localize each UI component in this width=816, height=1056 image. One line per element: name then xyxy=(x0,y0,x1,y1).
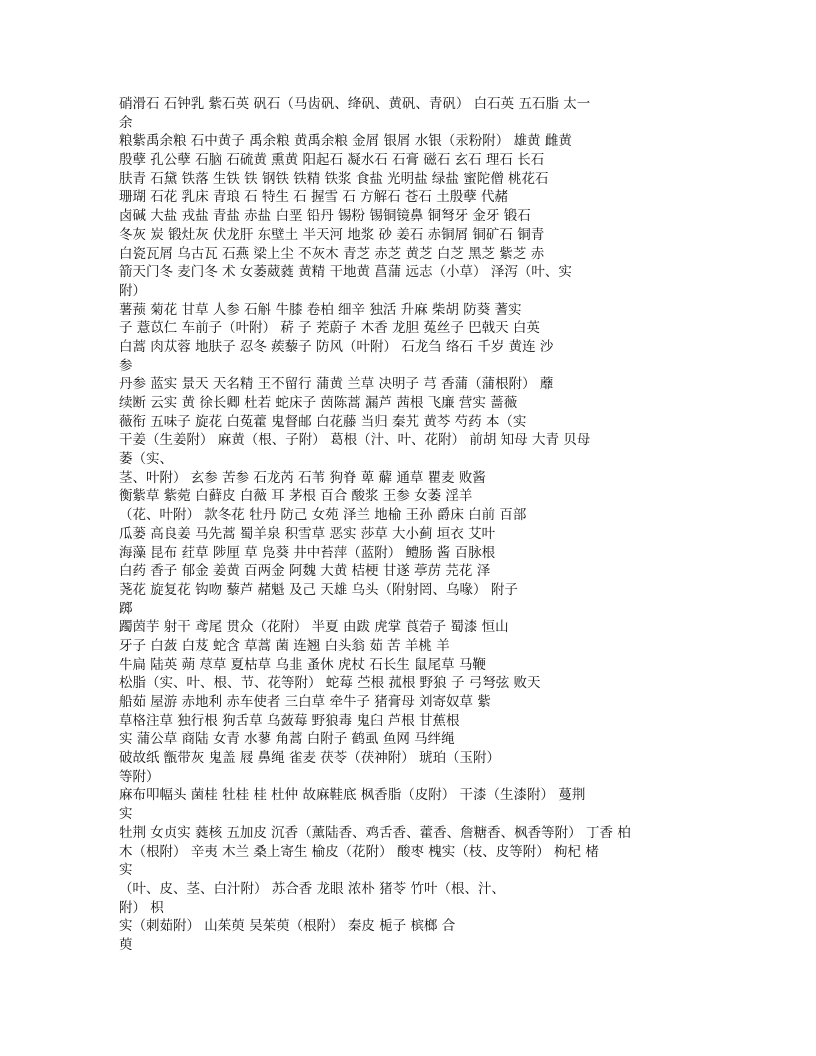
text-line: 瓜蒌 高良姜 马先蒿 蜀羊泉 积雪草 恶实 莎草 大小蓟 垣衣 艾叶 xyxy=(119,525,496,542)
text-line: （叶、皮、茎、白汁附） 苏合香 龙眼 浓朴 猪苓 竹叶（根、汁、 xyxy=(119,880,505,897)
text-line: 丹参 蓝实 景天 天名精 王不留行 蒲黄 兰草 决明子 芎 香蒲（蒲根附） 蘼 xyxy=(119,376,554,393)
text-line: 实 xyxy=(119,806,133,823)
text-line: 海藻 昆布 荭草 陟厘 草 凫葵 井中苔萍（蓝附） 鳢肠 酱 百脉根 xyxy=(119,544,496,561)
document-body xyxy=(119,95,739,955)
text-line: 白瓷瓦屑 乌古瓦 石燕 梁上尘 不灰木 青芝 赤芝 黄芝 白芝 黑芝 紫芝 赤 xyxy=(119,245,545,262)
text-line: 萎（实、 xyxy=(119,451,173,468)
text-line: 松脂（实、叶、根、节、花等附） 蛇莓 苎根 菰根 野狼 子 弓弩弦 败天 xyxy=(119,675,541,692)
text-line: 薇衔 五味子 旋花 白菟藿 鬼督邮 白花藤 当归 秦艽 黄芩 芍药 本（实 xyxy=(119,413,527,430)
text-line: 附） xyxy=(119,282,146,299)
text-line: 茎、叶附） 玄参 苦参 石龙芮 石苇 狗脊 萆 薢 通草 瞿麦 败酱 xyxy=(119,469,486,486)
text-line: 木（根附） 辛夷 木兰 桑上寄生 榆皮（花附） 酸枣 槐实（枝、皮等附） 枸杞 楮 xyxy=(119,843,599,860)
text-line: 破故纸 甑带灰 鬼盖 屐 鼻绳 雀麦 茯苓（茯神附） 琥珀（玉附） xyxy=(119,750,501,767)
text-line: 实（刺茹附） 山茱萸 吴茱萸（根附） 秦皮 栀子 槟榔 合 xyxy=(119,918,456,935)
text-line: 子 薏苡仁 车前子（叶附） 菥 子 茺蔚子 木香 龙胆 菟丝子 巴戟天 白英 xyxy=(119,320,540,337)
text-line: 牡荆 女贞实 蕤核 五加皮 沉香（薰陆香、鸡舌香、藿香、詹糖香、枫香等附） 丁香 柏 xyxy=(119,824,631,841)
text-line: 麻布叩幅头 菌桂 牡桂 桂 杜仲 故麻鞋底 枫香脂（皮附） 干漆（生漆附） 蔓荆 xyxy=(119,787,586,804)
text-line: 白蒿 肉苁蓉 地肤子 忍冬 蒺藜子 防风（叶附） 石龙刍 络石 千岁 黄连 沙 xyxy=(119,338,554,355)
text-line: 白药 香子 郁金 姜黄 百两金 阿魏 大黄 桔梗 甘遂 葶苈 芫花 泽 xyxy=(119,563,491,580)
text-line: 草格注草 独行根 狗舌草 乌蔹莓 野狼毒 鬼臼 芦根 甘蕉根 xyxy=(119,712,460,729)
text-line: 荛花 旋复花 钩吻 藜芦 赭魁 及己 天雄 乌头（附射罔、乌喙） 附子 xyxy=(119,581,518,598)
text-line: 殷孽 孔公孽 石脑 石硫黄 熏黄 阳起石 凝水石 石膏 磁石 玄石 理石 长石 xyxy=(119,152,545,169)
text-line: 冬灰 炭 锻灶灰 伏龙肝 东壁土 半天河 地浆 砂 姜石 赤铜屑 铜矿石 铜青 xyxy=(119,226,545,243)
text-line: 参 xyxy=(119,357,133,374)
text-line: 实 xyxy=(119,862,133,879)
text-line: 粮紫禹余粮 石中黄子 禹余粮 黄禹余粮 金屑 银屑 水银（汞粉附） 雄黄 雌黄 xyxy=(119,133,572,150)
text-line: （花、叶附） 款冬花 牡丹 防己 女苑 泽兰 地榆 王孙 爵床 白前 百部 xyxy=(119,507,527,524)
text-line: 踯 xyxy=(119,600,133,617)
text-line: 萸 xyxy=(119,936,133,953)
text-line: 肤青 石黛 铁落 生铁 铁 钢铁 铁精 铁浆 食盐 光明盐 绿盐 蜜陀僧 桃花石 xyxy=(119,170,549,187)
text-line: 卤碱 大盐 戎盐 青盐 赤盐 白垩 铅丹 锡粉 锡铜镜鼻 铜弩牙 金牙 锻石 xyxy=(119,208,531,225)
text-line: 箭天门冬 麦门冬 术 女萎葳蕤 黄精 干地黄 菖蒲 远志（小草） 泽泻（叶、实 xyxy=(119,264,572,281)
text-line: 实 蒲公草 商陆 女青 水蓼 角蒿 白附子 鹤虱 鱼网 马绊绳 xyxy=(119,731,455,748)
text-line: 珊瑚 石花 乳床 青琅 石 特生 石 握雪 石 方解石 苍石 土殷孽 代赭 xyxy=(119,189,508,206)
text-line: 续断 云实 黄 徐长卿 杜若 蛇床子 茵陈蒿 漏芦 茜根 飞廉 营实 蔷薇 xyxy=(119,395,518,411)
text-line: 附） 枳 xyxy=(119,899,164,916)
text-line: 牛扁 陆英 蒴 荩草 夏枯草 乌韭 蚤休 虎杖 石长生 鼠尾草 马鞭 xyxy=(119,656,486,673)
text-line: 干姜（生姜附） 麻黄（根、子附） 葛根（汁、叶、花附） 前胡 知母 大青 贝母 xyxy=(119,432,591,449)
text-line: 船茹 屋游 赤地利 赤车使者 三白草 牵牛子 猪膏母 刘寄奴草 紫 xyxy=(119,694,491,710)
text-line: 衡紫草 紫菀 白藓皮 白薇 耳 茅根 百合 酸浆 王参 女萎 淫羊 xyxy=(119,488,473,505)
text-line: 等附） xyxy=(119,768,160,785)
text-line: 硝滑石 石钟乳 紫石英 矾石（马齿矾、绛矾、黄矾、青矾） 白石英 五石脂 太一 xyxy=(119,96,591,112)
text-line: 躅茵芋 射干 鸢尾 贯众（花附） 半夏 由跋 虎掌 莨菪子 蜀漆 恒山 xyxy=(119,619,509,636)
text-line: 余 xyxy=(119,114,133,131)
text-line: 牙子 白蔹 白芨 蛇含 草蒿 菌 连翘 白头翁 茹 苦 羊桃 羊 xyxy=(119,637,450,654)
text-line: 薯蓣 菊花 甘草 人参 石斛 牛膝 卷柏 细辛 独活 升麻 柴胡 防葵 蓍实 xyxy=(119,301,522,318)
